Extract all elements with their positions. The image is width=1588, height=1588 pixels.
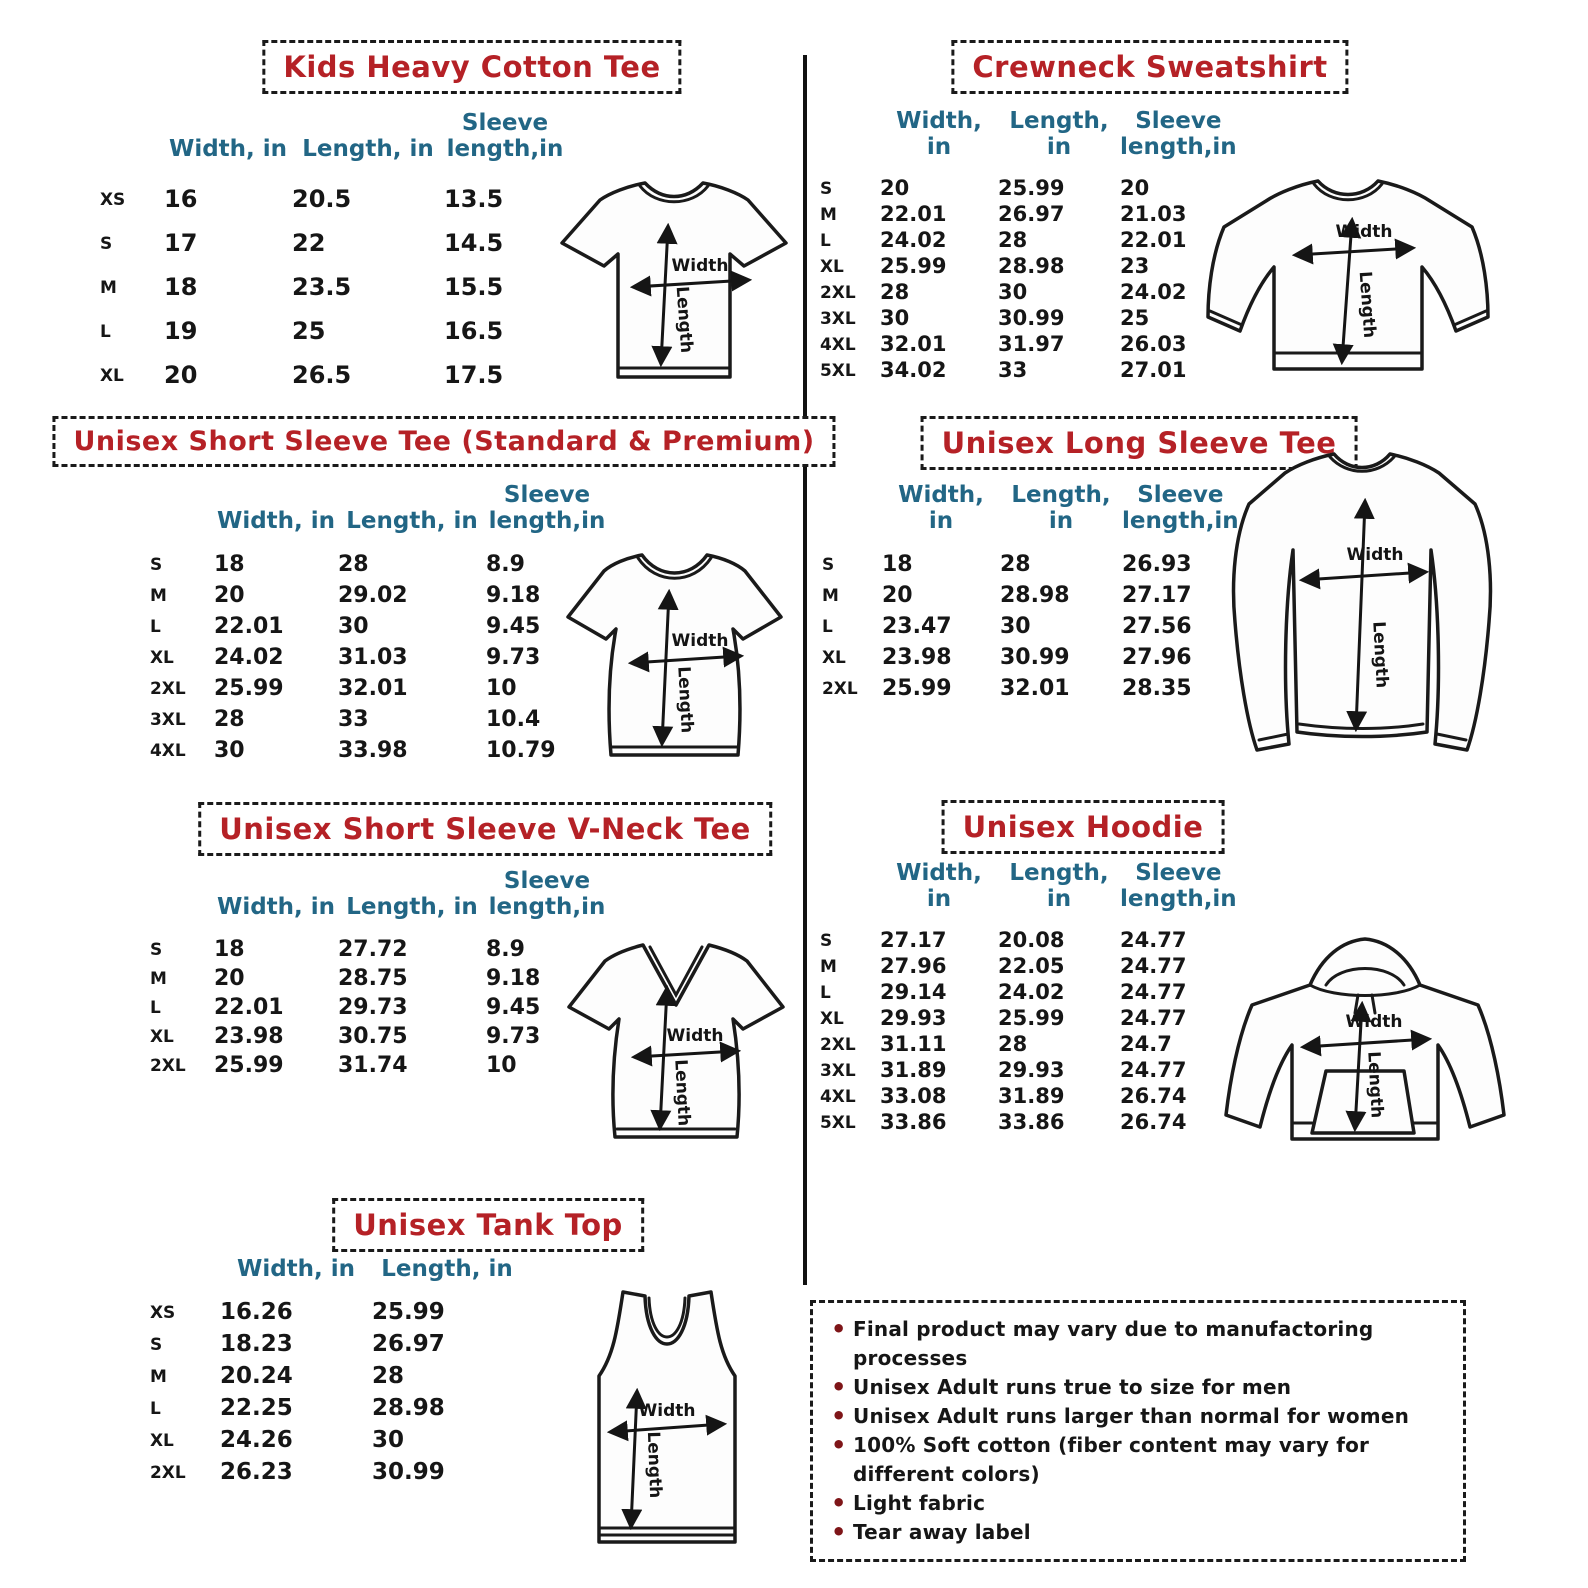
measurement-value: 23 — [1120, 253, 1150, 278]
column-header: Length, in — [302, 136, 434, 163]
size-row — [150, 1424, 522, 1456]
measurement-value: 30 — [998, 279, 1028, 304]
column-header: Length, in — [346, 508, 478, 535]
measurement-value: 32.01 — [1000, 675, 1070, 701]
size-row — [820, 953, 1237, 979]
measurement-value: 22.01 — [880, 201, 947, 226]
measurement-value: 29.14 — [880, 979, 947, 1004]
measurement-value: 25.99 — [998, 175, 1065, 200]
measurement-value: 30.99 — [1000, 644, 1070, 670]
size-label: S — [150, 554, 163, 575]
size-label: 4XL — [820, 1085, 856, 1106]
sweatshirt-illustration — [1200, 165, 1500, 403]
size-row — [150, 549, 608, 580]
column-header: Length, in — [346, 894, 478, 921]
size-row — [150, 1051, 608, 1080]
size-label: L — [150, 616, 161, 637]
column-header: Sleeve length,in — [1122, 482, 1239, 535]
tshirt-illustration — [552, 535, 797, 785]
size-row — [820, 927, 1237, 953]
column-header: Length, in — [1011, 482, 1111, 535]
measurement-value: 30 — [372, 1427, 405, 1454]
size-label: XL — [822, 647, 846, 668]
measurement-value: 33.86 — [880, 1109, 947, 1134]
measurement-value: 32.01 — [880, 331, 947, 356]
width-label: Width — [1345, 1012, 1403, 1032]
measurement-value: 23.5 — [292, 272, 352, 301]
measurement-value: 28 — [214, 706, 245, 732]
size-table — [820, 108, 1237, 383]
measurement-value: 25.99 — [214, 1052, 284, 1078]
column-header: Width, in — [216, 508, 336, 535]
measurement-value: 31.03 — [338, 644, 408, 670]
size-column-corner — [150, 482, 214, 549]
size-label: S — [150, 939, 163, 960]
measurement-value: 30.99 — [998, 305, 1065, 330]
size-column-corner — [150, 868, 214, 935]
measurement-value: 22.01 — [1120, 227, 1187, 252]
size-label: L — [820, 229, 831, 250]
measurement-value: 33.98 — [338, 737, 408, 763]
measurement-value: 24.77 — [1120, 927, 1187, 952]
long-sleeve-illustration — [1215, 440, 1510, 785]
measurement-value: 24.7 — [1120, 1031, 1172, 1056]
column-header: Length, in — [1009, 860, 1109, 913]
measurement-value: 24.02 — [1120, 279, 1187, 304]
size-label: S — [820, 929, 833, 950]
size-label: XL — [150, 647, 174, 668]
size-row — [150, 1360, 522, 1392]
measurement-value: 20 — [882, 582, 913, 608]
measurement-value: 33.08 — [880, 1083, 947, 1108]
measurement-value: 9.45 — [486, 613, 541, 639]
measurement-value: 8.9 — [486, 551, 525, 577]
column-header: Sleeve length,in — [488, 868, 606, 921]
size-label: XL — [100, 364, 124, 385]
size-label: L — [150, 997, 161, 1018]
measurement-value: 28.98 — [1000, 582, 1070, 608]
measurement-value: 32.01 — [338, 675, 408, 701]
length-label: Length — [642, 1431, 666, 1499]
size-row — [150, 642, 608, 673]
size-label: XL — [150, 1026, 174, 1047]
size-label: L — [820, 981, 831, 1002]
size-label: L — [150, 1398, 161, 1419]
size-row — [150, 1296, 522, 1328]
measurement-value: 18 — [214, 936, 245, 962]
measurement-value: 31.89 — [998, 1083, 1065, 1108]
size-row — [820, 227, 1237, 253]
measurement-value: 25.99 — [372, 1299, 445, 1326]
section-title: Unisex Short Sleeve V-Neck Tee — [198, 802, 772, 856]
header-row — [100, 110, 566, 177]
note-item: • 100% Soft cotton (fiber content may vary for different colors) — [829, 1431, 1447, 1489]
measurement-value: 9.18 — [486, 582, 541, 608]
measurement-value: 29.02 — [338, 582, 408, 608]
neck-line — [649, 1298, 685, 1337]
width-label: Width — [1335, 222, 1393, 242]
size-column-corner — [100, 110, 164, 177]
section-title: Kids Heavy Cotton Tee — [262, 40, 681, 94]
size-row — [820, 1005, 1237, 1031]
size-table — [150, 482, 608, 766]
measurement-value: 22 — [292, 228, 326, 257]
width-label: Width — [1346, 545, 1404, 565]
size-label: 3XL — [820, 307, 856, 328]
garment-outline — [562, 183, 786, 377]
size-column-corner — [150, 1256, 220, 1296]
size-table — [150, 1256, 522, 1488]
size-table — [820, 860, 1237, 1135]
size-row — [150, 580, 608, 611]
size-label: M — [820, 203, 837, 224]
measurement-value: 20 — [164, 360, 198, 389]
measurement-value: 27.96 — [880, 953, 947, 978]
size-label: 2XL — [150, 678, 186, 699]
measurement-value: 17 — [164, 228, 198, 257]
measurement-value: 29.93 — [998, 1057, 1065, 1082]
measurement-value: 23.47 — [882, 613, 952, 639]
length-label: Length — [670, 1058, 694, 1127]
measurement-value: 24.77 — [1120, 979, 1187, 1004]
measurement-value: 28 — [338, 551, 369, 577]
measurement-value: 26.03 — [1120, 331, 1187, 356]
header-row — [150, 482, 608, 549]
header-row — [820, 860, 1237, 927]
width-label: Width — [666, 1026, 724, 1046]
size-row — [100, 353, 566, 397]
measurement-value: 33 — [338, 706, 369, 732]
size-row — [150, 673, 608, 704]
kangaroo-pocket — [1312, 1071, 1414, 1133]
size-label: 3XL — [820, 1059, 856, 1080]
measurement-value: 23.98 — [882, 644, 952, 670]
size-row — [150, 1456, 522, 1488]
measurement-value: 16 — [164, 184, 198, 213]
product-notes-box — [810, 1300, 1466, 1562]
column-header: Length, in — [1009, 108, 1109, 161]
length-label: Length — [1368, 620, 1392, 689]
measurement-value: 27.17 — [880, 927, 947, 952]
size-row — [150, 1328, 522, 1360]
size-row — [100, 221, 566, 265]
length-label: Length — [1354, 270, 1380, 339]
size-row — [822, 611, 1239, 642]
size-label: XL — [820, 1007, 844, 1028]
header-row — [822, 482, 1239, 549]
column-header: Length, in — [381, 1256, 513, 1282]
size-row — [822, 673, 1239, 704]
size-row — [820, 1057, 1237, 1083]
vneck-illustration — [555, 925, 795, 1170]
measurement-value: 24.02 — [880, 227, 947, 252]
size-label: 2XL — [820, 281, 856, 302]
measurement-value: 28 — [998, 1031, 1028, 1056]
size-label: 2XL — [822, 678, 858, 699]
measurement-value: 10.79 — [486, 737, 556, 763]
measurement-value: 34.02 — [880, 357, 947, 382]
measurement-value: 25.99 — [998, 1005, 1065, 1030]
measurement-value: 31.97 — [998, 331, 1065, 356]
width-label: Width — [671, 631, 729, 651]
width-label: Width — [638, 1401, 696, 1421]
size-label: 2XL — [820, 1033, 856, 1054]
size-row — [150, 704, 608, 735]
size-row — [822, 549, 1239, 580]
column-header: Width, in — [236, 1256, 356, 1282]
size-row — [150, 1392, 522, 1424]
header-row — [820, 108, 1237, 175]
measurement-value: 28 — [372, 1363, 405, 1390]
measurement-value: 22.01 — [214, 994, 284, 1020]
measurement-value: 33 — [998, 357, 1028, 382]
size-label: 2XL — [150, 1462, 186, 1483]
measurement-value: 22.01 — [214, 613, 284, 639]
measurement-value: 24.02 — [214, 644, 284, 670]
measurement-value: 30 — [214, 737, 245, 763]
size-row — [820, 1031, 1237, 1057]
measurement-value: 23.98 — [214, 1023, 284, 1049]
section-title: Unisex Hoodie — [942, 800, 1225, 854]
size-label: XL — [820, 255, 844, 276]
size-row — [820, 1109, 1237, 1135]
measurement-value: 8.9 — [486, 936, 525, 962]
column-header: Sleeve length,in — [1120, 108, 1237, 161]
measurement-value: 30 — [880, 305, 910, 330]
measurement-value: 31.74 — [338, 1052, 408, 1078]
size-label: L — [822, 616, 833, 637]
measurement-value: 20.5 — [292, 184, 352, 213]
measurement-value: 26.74 — [1120, 1109, 1187, 1134]
measurement-value: 28.35 — [1122, 675, 1192, 701]
measurement-value: 14.5 — [444, 228, 504, 257]
measurement-value: 20 — [880, 175, 910, 200]
size-label: XS — [100, 188, 126, 209]
measurement-value: 30 — [1000, 613, 1031, 639]
column-header: Width, in — [896, 108, 982, 161]
size-label: M — [822, 585, 839, 606]
size-label: 5XL — [820, 1111, 856, 1132]
size-label: S — [822, 554, 835, 575]
length-label: Length — [673, 665, 697, 734]
measurement-value: 26.97 — [372, 1331, 445, 1358]
measurement-value: 30.99 — [372, 1459, 445, 1486]
size-row — [820, 175, 1237, 201]
size-row — [820, 279, 1237, 305]
measurement-value: 28 — [880, 279, 910, 304]
measurement-value: 20.24 — [220, 1363, 293, 1390]
tshirt-illustration — [548, 165, 803, 405]
measurement-value: 26.93 — [1122, 551, 1192, 577]
measurement-value: 30.75 — [338, 1023, 408, 1049]
measurement-value: 24.77 — [1120, 953, 1187, 978]
measurement-value: 22.05 — [998, 953, 1065, 978]
measurement-value: 24.77 — [1120, 1057, 1187, 1082]
size-label: S — [100, 232, 113, 253]
measurement-value: 18 — [214, 551, 245, 577]
size-label: XL — [150, 1430, 174, 1451]
size-column-corner — [820, 860, 880, 927]
measurement-value: 16.26 — [220, 1299, 293, 1326]
width-label: Width — [671, 256, 729, 276]
note-item: • Light fabric — [829, 1489, 1447, 1518]
size-label: 5XL — [820, 359, 856, 380]
measurement-value: 27.56 — [1122, 613, 1192, 639]
size-row — [150, 611, 608, 642]
size-label: M — [150, 585, 167, 606]
size-label: M — [820, 955, 837, 976]
measurement-value: 9.73 — [486, 644, 541, 670]
measurement-value: 24.77 — [1120, 1005, 1187, 1030]
measurement-value: 27.17 — [1122, 582, 1192, 608]
length-label: Length — [1363, 1050, 1387, 1119]
size-row — [820, 1083, 1237, 1109]
measurement-value: 26.5 — [292, 360, 352, 389]
hoodie-illustration — [1210, 925, 1520, 1175]
measurement-value: 27.96 — [1122, 644, 1192, 670]
section-title: Crewneck Sweatshirt — [951, 40, 1348, 94]
header-row — [150, 868, 608, 935]
size-label: 3XL — [150, 709, 186, 730]
measurement-value: 10.4 — [486, 706, 541, 732]
column-header: Sleeve length,in — [488, 482, 606, 535]
size-table — [150, 868, 608, 1080]
size-row — [100, 309, 566, 353]
measurement-value: 31.89 — [880, 1057, 947, 1082]
column-header: Width, in — [898, 482, 984, 535]
size-label: 4XL — [150, 740, 186, 761]
section-title: Unisex Tank Top — [332, 1198, 644, 1252]
measurement-value: 9.18 — [486, 965, 541, 991]
measurement-value: 18 — [164, 272, 198, 301]
measurement-value: 25 — [1120, 305, 1150, 330]
size-table — [100, 110, 566, 397]
measurement-value: 26.23 — [220, 1459, 293, 1486]
section-title: Unisex Long Sleeve Tee — [921, 416, 1358, 470]
measurement-value: 28 — [1000, 551, 1031, 577]
size-label: M — [150, 1366, 167, 1387]
measurement-value: 9.73 — [486, 1023, 541, 1049]
measurement-value: 17.5 — [444, 360, 504, 389]
size-label: S — [820, 177, 833, 198]
size-column-corner — [822, 482, 882, 549]
size-row — [820, 979, 1237, 1005]
size-row — [822, 580, 1239, 611]
measurement-value: 29.93 — [880, 1005, 947, 1030]
measurement-value: 20 — [1120, 175, 1150, 200]
size-row — [100, 177, 566, 221]
size-row — [820, 201, 1237, 227]
header-row — [150, 1256, 522, 1296]
measurement-value: 26.97 — [998, 201, 1065, 226]
size-row — [150, 935, 608, 964]
measurement-value: 20 — [214, 582, 245, 608]
measurement-value: 30 — [338, 613, 369, 639]
measurement-value: 28.98 — [998, 253, 1065, 278]
column-header: Width, in — [168, 136, 288, 163]
measurement-value: 9.45 — [486, 994, 541, 1020]
size-label: XS — [150, 1302, 176, 1323]
measurement-value: 24.02 — [998, 979, 1065, 1004]
measurement-value: 28.98 — [372, 1395, 445, 1422]
measurement-value: 13.5 — [444, 184, 504, 213]
measurement-value: 22.25 — [220, 1395, 293, 1422]
length-label: Length — [671, 285, 697, 354]
column-header: Sleeve length,in — [1120, 860, 1237, 913]
measurement-value: 24.26 — [220, 1427, 293, 1454]
size-row — [820, 331, 1237, 357]
size-row — [150, 964, 608, 993]
measurement-value: 28 — [998, 227, 1028, 252]
size-row — [822, 642, 1239, 673]
size-row — [820, 305, 1237, 331]
size-label: 4XL — [820, 333, 856, 354]
size-label: M — [150, 968, 167, 989]
measurement-value: 25.99 — [880, 253, 947, 278]
size-row — [150, 735, 608, 766]
measurement-value: 15.5 — [444, 272, 504, 301]
measurement-value: 20 — [214, 965, 245, 991]
column-header: Sleeve length,in — [446, 110, 564, 163]
garment-outline — [568, 555, 781, 755]
size-row — [100, 265, 566, 309]
measurement-value: 16.5 — [444, 316, 504, 345]
size-column-corner — [820, 108, 880, 175]
column-divider — [803, 55, 807, 1285]
size-row — [820, 253, 1237, 279]
size-label: M — [100, 276, 117, 297]
column-header: Width, in — [896, 860, 982, 913]
size-row — [150, 1022, 608, 1051]
measurement-value: 25 — [292, 316, 326, 345]
measurement-value: 26.74 — [1120, 1083, 1187, 1108]
section-title: Unisex Short Sleeve Tee (Standard & Premium) — [52, 416, 835, 467]
size-label: S — [150, 1334, 163, 1355]
measurement-value: 21.03 — [1120, 201, 1187, 226]
note-item: • Unisex Adult runs true to size for men — [829, 1373, 1447, 1402]
measurement-value: 29.73 — [338, 994, 408, 1020]
size-label: 2XL — [150, 1055, 186, 1076]
measurement-value: 28.75 — [338, 965, 408, 991]
measurement-value: 19 — [164, 316, 198, 345]
note-item: • Unisex Adult runs larger than normal for women — [829, 1402, 1447, 1431]
measurement-value: 10 — [486, 675, 517, 701]
size-label: L — [100, 320, 111, 341]
measurement-value: 25.99 — [882, 675, 952, 701]
note-item: • Tear away label — [829, 1518, 1447, 1547]
measurement-value: 27.01 — [1120, 357, 1187, 382]
measurement-value: 31.11 — [880, 1031, 947, 1056]
measurement-value: 27.72 — [338, 936, 408, 962]
measurement-value: 25.99 — [214, 675, 284, 701]
measurement-value: 33.86 — [998, 1109, 1065, 1134]
measurement-value: 18 — [882, 551, 913, 577]
size-row — [820, 357, 1237, 383]
measurement-value: 20.08 — [998, 927, 1065, 952]
measurement-value: 10 — [486, 1052, 517, 1078]
column-header: Width, in — [216, 894, 336, 921]
size-table — [822, 482, 1239, 704]
measurement-value: 18.23 — [220, 1331, 293, 1358]
tank-top-illustration — [585, 1280, 750, 1570]
note-item: • Final product may vary due to manufactoring processes — [829, 1315, 1447, 1373]
size-row — [150, 993, 608, 1022]
